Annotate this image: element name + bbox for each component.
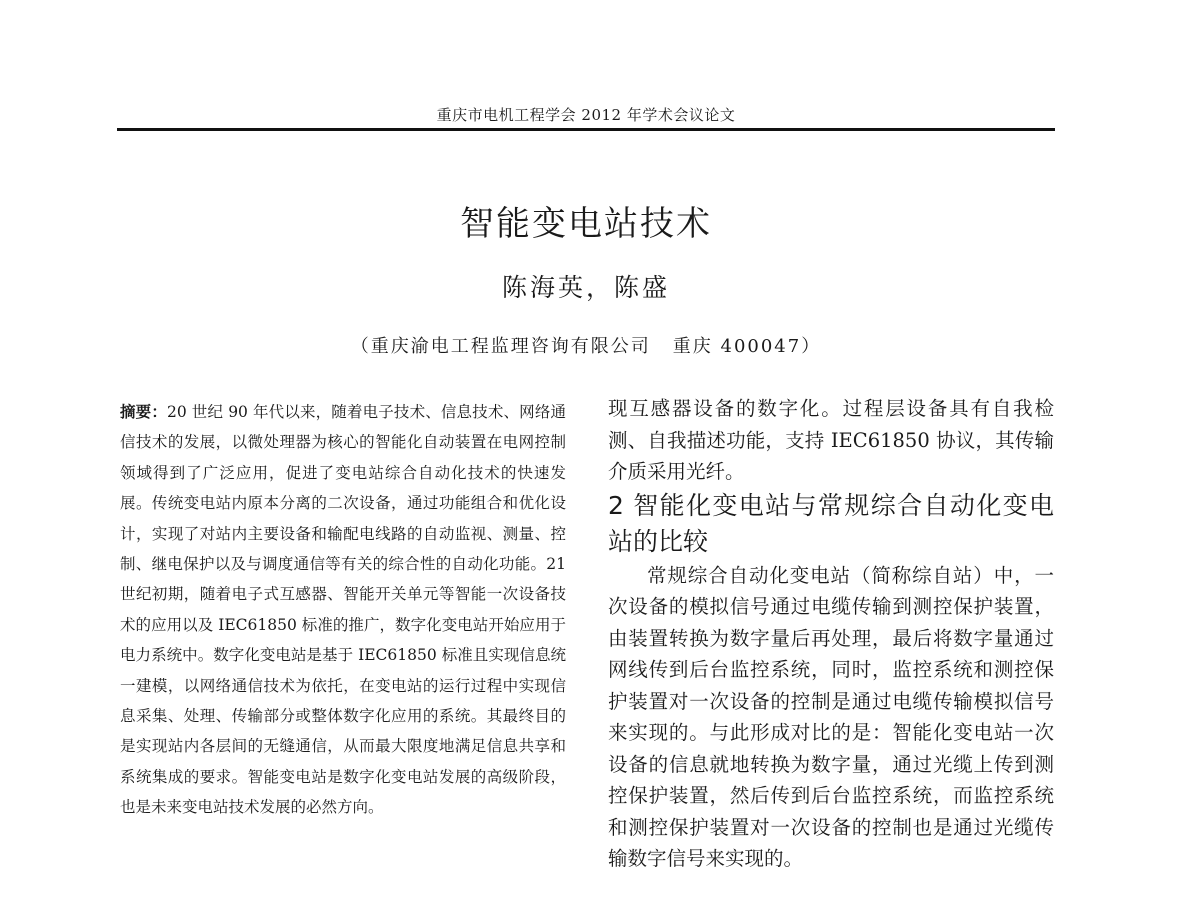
abstract-label: 摘要： (120, 402, 167, 421)
paper-title: 智能变电站技术 (460, 204, 712, 244)
affiliation-name: （重庆渝电工程监理咨询有限公司 (350, 336, 651, 357)
right-column (608, 393, 1054, 875)
affiliation-city: 重庆 400047） (672, 336, 822, 357)
paper-affiliation (0, 332, 1172, 358)
running-header: 重庆市电机工程学会 2012 年学术会议论文 (436, 106, 736, 124)
abstract-text: 20 世纪 90 年代以来，随着电子技术、信息技术、网络通信技术的发展，以微处理器为核心的智能化自动装置在电网控制领域得到了广泛应用，促进了变电站综合自动化技术的快速发展。传统变电站内原本分离的二次设备，通过功能组合和优化设计，实现了对站内主要设备和输配电线路的自动监视、测量、控制、继电保护以及与调度通信等有关的综合性的自动化功能。21 世纪初期，随着电子式互感器、智能开关单元等智能一次设备技术的应用以及 IEC61850 标准的推广，数字化变电站开始应用于电力系统中。数字化变电站是基于 IEC61850 标准且实现信息统一建模，以网络通信技术为依托，在变电站的运行过程中实现信息采集、处理、传输部分或整体数字化应用的系统。其最终目的是实现站内各层间的无缝通信，从而最大限度地满足信息共享和系统集成的要求。智能变电站是数字化变电站发展的高级阶段，也是未来变电站技术发展的必然方向。 (120, 403, 566, 817)
section-heading: 2 智能化变电站与常规综合自动化变电站的比较 (608, 490, 1054, 556)
paper-authors: 陈海英，陈盛 (501, 273, 670, 302)
abstract (120, 397, 566, 823)
continuation-paragraph: 现互感器设备的数字化。过程层设备具有自我检测、自我描述功能，支持 IEC61850 协议，其传输介质采用光纤。 (608, 397, 1054, 483)
body-paragraph: 常规综合自动化变电站（简称综自站）中，一次设备的模拟信号通过电缆传输到测控保护装置，由装置转换为数字量后再处理，最后将数字量通过网线传到后台监控系统，同时，监控系统和测控保护装置对一次设备的控制是通过电缆传输模拟信号来实现的。与此形成对比的是：智能化变电站一次设备的信息就地转换为数字量，通过光缆上传到测控保护装置，然后传到后台监控系统，而监控系统和测控保护装置对一次设备的控制也是通过光缆传输数字信号来实现的。 (608, 563, 1054, 870)
header-rule (117, 128, 1055, 131)
